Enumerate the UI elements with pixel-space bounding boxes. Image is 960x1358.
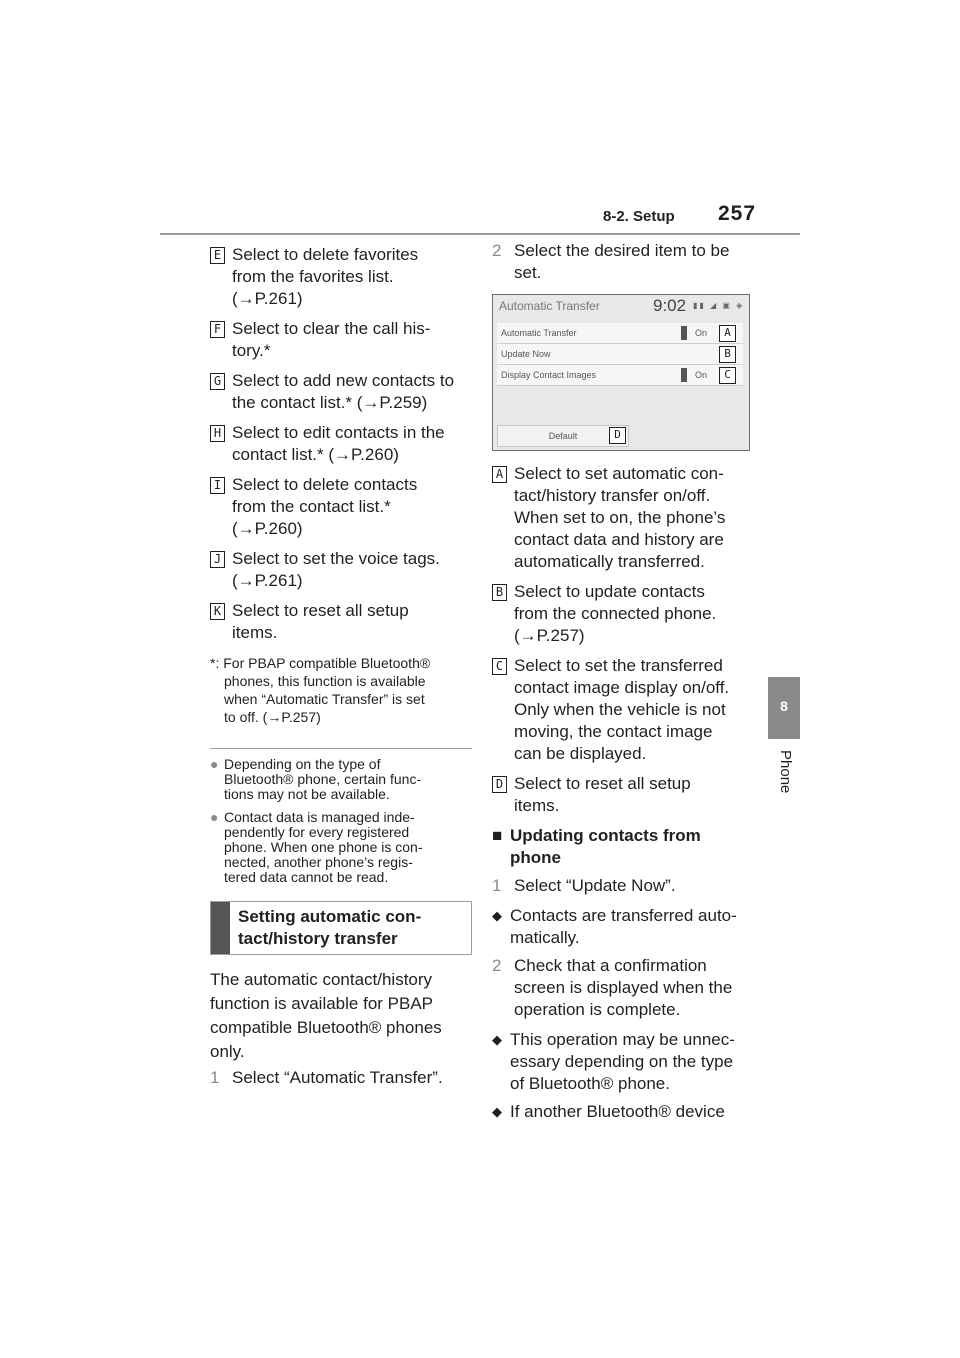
intro-line: only. [210,1042,245,1061]
callout-a: A [719,325,736,342]
item-line: from the favorites list. [232,267,394,286]
step-line: screen is displayed when the [514,978,733,997]
item-line: Select to delete favorites [232,245,419,264]
callout-c: C [719,367,736,384]
row-label: Update Now [501,349,551,359]
footnote-line: when “Automatic Transfer” is set [224,691,425,707]
bullet-line: essary depending on the type [510,1052,734,1071]
subheading-line: Updating contacts from [510,826,701,845]
right-column [492,240,754,1129]
step-number: 2 [492,241,502,260]
intro-line: compatible Bluetooth® phones [210,1018,442,1037]
setting-row-display-contact-images[interactable] [497,365,743,386]
setting-row-automatic-transfer[interactable] [497,323,743,344]
item-line: tact/history transfer on/off. [514,486,711,505]
heading-line: tact/history transfer [238,929,398,948]
item-line: Select to update contacts [514,582,705,601]
item-line: contact list.* (→P.260) [232,445,399,464]
step-item [492,955,754,1021]
footnote-mark: * [210,655,216,671]
bullet-line: If another Bluetooth® device [510,1102,725,1121]
step-number: 2 [492,956,502,975]
bullet-item [492,905,754,949]
footnote-line: to off. (→P.257) [224,709,321,725]
left-item-list [210,244,472,644]
note-line: nected, another phone’s regis- [224,854,413,870]
item-line: moving, the contact image [514,722,713,741]
step-line: set. [514,263,542,282]
row-label: Display Contact Images [501,370,597,380]
left-column [210,244,472,1097]
toggle-indicator [681,368,687,382]
status-icons: ▮▮ ◢ ▣ ◈ [693,301,745,310]
setting-row-update-now[interactable] [497,344,743,365]
note-divider [210,748,472,749]
section-title: 8-2. Setup [603,208,675,225]
item-line: Select to reset all setup [232,601,409,620]
item-line: items. [514,796,560,815]
toggle-indicator [681,326,687,340]
diamond-bullet-icon: ◆ [492,908,502,923]
callout-badge: F [210,321,225,338]
note-line: pendently for every registered [224,824,410,840]
item-line: (→P.260) [232,519,303,538]
callout-badge: H [210,425,225,442]
item-line: Select to clear the call his- [232,319,431,338]
intro-line: function is available for PBAP [210,994,434,1013]
square-bullet-icon: ■ [492,826,503,845]
list-item [492,581,754,647]
list-item [210,244,472,310]
item-line: Select to set the transferred [514,656,723,675]
bullet-item [492,1101,754,1123]
list-item [210,600,472,644]
default-button[interactable]: Default [497,425,629,447]
item-line: Select to edit contacts in the [232,423,445,442]
item-line: Select to reset all setup [514,774,691,793]
note-line: Contact data is managed inde- [224,809,415,825]
item-line: can be displayed. [514,744,647,763]
section-heading-box [210,901,472,955]
bullet-line: matically. [510,928,580,947]
callout-badge: C [492,658,507,675]
note-line: phone. When one phone is con- [224,839,423,855]
step-line: operation is complete. [514,1000,681,1019]
list-item [210,548,472,592]
list-item [492,655,754,765]
intro-line: The automatic contact/history [210,970,433,989]
note-line: Bluetooth® phone, certain func- [224,771,422,787]
step-number: 1 [492,876,502,895]
item-line: Select to set automatic con- [514,464,724,483]
callout-badge: K [210,603,225,620]
screen-clock: 9:02 [653,296,687,315]
subheading [492,825,754,869]
item-line: Only when the vehicle is not [514,700,726,719]
list-item [492,463,754,573]
bullet-line: Contacts are transferred auto- [510,906,737,925]
note-line: tered data cannot be read. [224,869,389,885]
note-line: Depending on the type of [224,756,381,772]
step-number: 1 [210,1068,220,1087]
list-item [210,318,472,362]
item-line: Select to set the voice tags. [232,549,440,568]
subheading-line: phone [510,848,561,867]
footnote-line: phones, this function is available [224,673,426,689]
callout-badge: E [210,247,225,264]
callout-badge: D [492,776,507,793]
list-item [210,474,472,540]
list-item [492,773,754,817]
item-line: (→P.261) [232,571,303,590]
screen-screenshot [492,294,750,451]
list-item [210,422,472,466]
chapter-label: Phone [777,750,794,794]
callout-badge: I [210,477,225,494]
item-line: from the connected phone. [514,604,717,623]
heading-line: Setting automatic con- [238,907,422,926]
item-line: contact image display on/off. [514,678,730,697]
screen-title: Automatic Transfer [499,299,600,313]
callout-d: D [609,427,626,444]
bullet-line: of Bluetooth® phone. [510,1074,670,1093]
row-label: Automatic Transfer [501,328,577,338]
step-text: Select “Update Now”. [514,876,676,895]
item-line: from the contact list.* [232,497,391,516]
step-text: Select “Automatic Transfer”. [232,1068,443,1087]
step-line: Check that a confirmation [514,956,707,975]
bullet-item [492,1029,754,1095]
callout-b: B [719,346,736,363]
note-item [210,757,472,802]
callout-badge: J [210,551,225,568]
step-item [210,1067,472,1089]
item-line: tory.* [232,341,271,360]
footnote-line: : For PBAP compatible Bluetooth® [215,655,431,671]
row-value: On [695,328,708,338]
list-item [210,370,472,414]
item-line: Select to delete contacts [232,475,418,494]
item-line: When set to on, the phone’s [514,508,726,527]
item-line: the contact list.* (→P.259) [232,393,428,412]
step-item [492,875,754,897]
callout-badge: G [210,373,225,390]
step-item [492,240,754,284]
item-line: automatically transferred. [514,552,705,571]
item-line: (→P.261) [232,289,303,308]
item-line: items. [232,623,278,642]
diamond-bullet-icon: ◆ [492,1032,502,1047]
item-line: contact data and history are [514,530,724,549]
footnote [210,654,472,726]
diamond-bullet-icon: ◆ [492,1104,502,1119]
note-bullet-icon: ● [210,809,219,825]
note-line: tions may not be available. [224,786,390,802]
heading-bar [211,902,230,954]
chapter-number: 8 [780,698,788,714]
item-line: (→P.257) [514,626,585,645]
item-line: Select to add new contacts to [232,371,455,390]
bullet-line: This operation may be unnec- [510,1030,735,1049]
step-line: Select the desired item to be [514,241,730,260]
note-bullet-icon: ● [210,756,219,772]
page-number: 257 [718,202,757,225]
header-rule [160,233,800,235]
note-item [210,810,472,885]
callout-badge: A [492,466,507,483]
callout-badge: B [492,584,507,601]
row-value: On [695,370,708,380]
